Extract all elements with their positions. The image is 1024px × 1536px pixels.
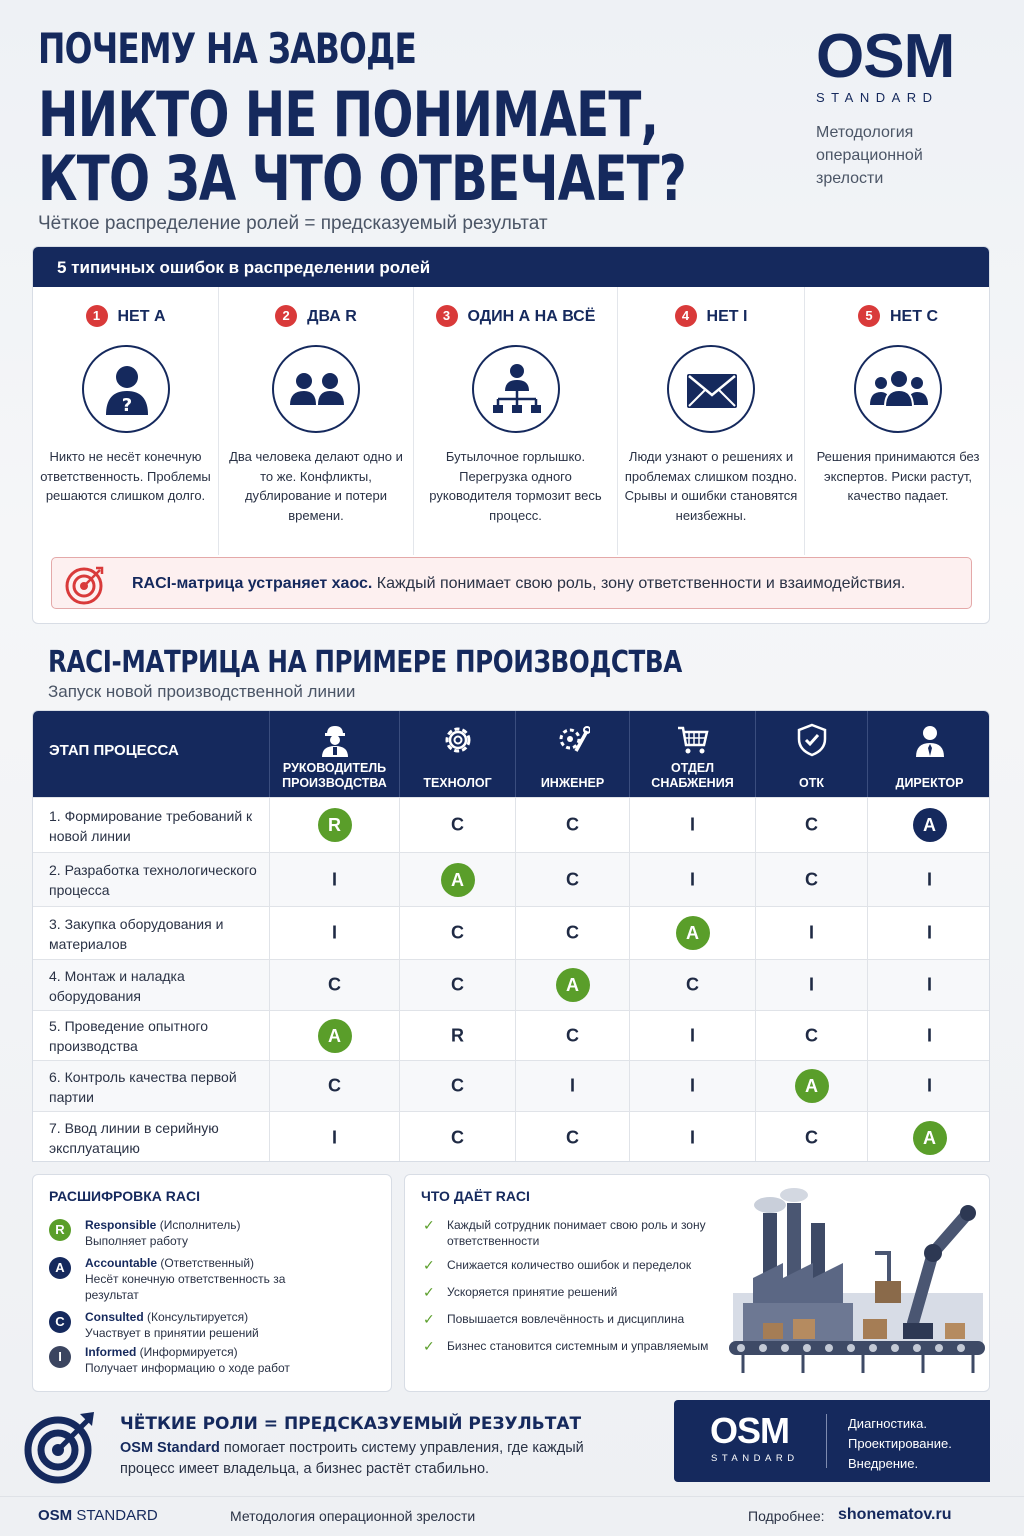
legend-letter: C	[49, 1311, 71, 1333]
col-header	[629, 711, 755, 797]
footer-service: Проектирование.	[848, 1436, 952, 1451]
table-row	[33, 852, 990, 906]
raci-cell	[629, 1112, 755, 1162]
mistake-text: Никто не несёт конечную ответственность. Проблемы решаются слишком долго.	[40, 449, 211, 503]
raci-value: I	[926, 869, 933, 889]
benefit-item: ✓ Бизнес становится системным и управляемым	[423, 1338, 709, 1354]
mistakes-heading: 5 типичных ошибок в распределении ролей	[33, 247, 989, 287]
raci-value: A	[913, 808, 947, 842]
raci-value: I	[331, 869, 338, 889]
table-row	[33, 1060, 990, 1111]
footer-description: OSM Standard помогает построить систему управления, где каждый процесс имеет владельца, а бизнес растёт стабильно.	[120, 1440, 584, 1477]
title-line-3: КТО ЗА ЧТО ОТВЕЧАЕТ?	[38, 142, 687, 215]
raci-cell	[269, 907, 399, 959]
stage-label: 2. Разработка технологического процесса	[49, 862, 257, 898]
raci-cell	[867, 853, 990, 906]
col-header	[867, 711, 990, 797]
raci-cell	[269, 1061, 399, 1111]
col-label: ИНЖЕНЕР	[540, 776, 605, 790]
legend-letter: R	[49, 1219, 71, 1241]
title-line-1: ПОЧЕМУ НА ЗАВОДЕ	[38, 24, 417, 73]
worker-icon	[318, 723, 352, 757]
raci-benefits	[404, 1174, 990, 1392]
raci-cell	[755, 853, 867, 906]
raci-cell	[755, 1011, 867, 1060]
raci-cell	[399, 907, 515, 959]
footer-title: ЧЁТКИЕ РОЛИ = ПРЕДСКАЗУЕМЫЙ РЕЗУЛЬТАТ	[120, 1414, 582, 1434]
shield-check-icon	[795, 723, 829, 757]
raci-value: I	[569, 1075, 576, 1096]
stage-label: 5. Проведение опытного производства	[49, 1018, 209, 1054]
raci-cell	[755, 1112, 867, 1162]
benefit-item: ✓ Каждый сотрудник понимает свою роль и зону ответственности	[423, 1217, 706, 1248]
raci-value: C	[451, 974, 464, 995]
raci-value: I	[689, 869, 696, 889]
table-row	[33, 1010, 990, 1060]
col-header	[755, 711, 867, 797]
raci-cell	[515, 1011, 629, 1060]
raci-cell	[867, 1061, 990, 1111]
target-icon	[64, 564, 106, 606]
mistake-card	[618, 287, 805, 555]
col-label: ДИРЕКТОР	[895, 776, 964, 790]
raci-cell	[399, 1011, 515, 1060]
raci-cell	[629, 960, 755, 1010]
mistake-number: 5	[858, 305, 880, 327]
raci-cell	[755, 960, 867, 1010]
raci-cell	[269, 798, 399, 852]
raci-cell	[755, 907, 867, 959]
envelope-icon	[667, 345, 755, 433]
svg-text:?: ?	[121, 395, 132, 416]
raci-value: A	[441, 863, 475, 897]
table-row	[33, 797, 990, 852]
col-label: ТЕХНОЛОГ	[423, 776, 492, 790]
raci-value: C	[566, 1127, 579, 1147]
raci-value: I	[331, 1127, 338, 1147]
raci-cell	[515, 853, 629, 906]
raci-value: C	[451, 922, 464, 943]
mistake-card	[33, 287, 219, 555]
benefit-item: ✓ Повышается вовлечённость и дисциплина	[423, 1311, 685, 1327]
raci-cell	[629, 853, 755, 906]
raci-cell	[755, 1061, 867, 1111]
col-label: ОТДЕЛ СНАБЖЕНИЯ	[651, 761, 734, 790]
raci-value: C	[686, 974, 699, 995]
hierarchy-icon	[472, 345, 560, 433]
raci-value: C	[451, 1075, 464, 1096]
raci-value: C	[566, 814, 579, 835]
logo-tagline: Методология операционной зрелости	[816, 124, 923, 187]
bottom-more-label: Подробнее:	[748, 1508, 825, 1524]
raci-value: I	[689, 814, 696, 835]
gear-icon	[441, 723, 475, 757]
col-header	[515, 711, 629, 797]
col-label: РУКОВОДИТЕЛЬ ПРОИЗВОДСТВА	[282, 761, 387, 790]
raci-value: C	[805, 869, 818, 889]
raci-value: C	[805, 814, 818, 835]
logo-sub: STANDARD	[816, 90, 939, 105]
raci-cell	[629, 1011, 755, 1060]
check-icon: ✓	[423, 1338, 435, 1354]
stage-label: 1. Формирование требований к новой линии	[49, 808, 253, 844]
raci-table	[32, 710, 990, 1162]
check-icon: ✓	[423, 1284, 435, 1300]
raci-value: C	[451, 814, 464, 835]
website-link[interactable]: shonematov.ru	[838, 1506, 952, 1523]
raci-value: I	[926, 974, 933, 995]
mistake-number: 2	[275, 305, 297, 327]
check-icon: ✓	[423, 1217, 435, 1233]
footer-logo-box	[674, 1400, 990, 1482]
footer-logo-sub: STANDARD	[711, 1453, 799, 1464]
matrix-subtitle: Запуск новой производственной линии	[48, 682, 356, 701]
legend-letter: A	[49, 1257, 71, 1279]
mistake-text: Бутылочное горлышко. Перегрузка одного руководителя тормозит весь процесс.	[429, 449, 602, 523]
mistake-title: НЕТ А	[117, 308, 166, 325]
footer-logo-name: OSM	[710, 1410, 790, 1451]
matrix-title: RACI-МАТРИЦА НА ПРИМЕРЕ ПРОИЗВОДСТВА	[48, 645, 682, 680]
logo-name: OSM	[816, 22, 955, 91]
table-row	[33, 959, 990, 1010]
stage-label: 7. Ввод линии в серийную эксплуатацию	[49, 1120, 219, 1156]
raci-cell	[867, 798, 990, 852]
raci-value: I	[808, 974, 815, 995]
raci-cell	[515, 1112, 629, 1162]
mistake-card	[414, 287, 618, 555]
raci-value: C	[805, 1127, 818, 1147]
raci-cell	[269, 853, 399, 906]
raci-cell	[629, 1061, 755, 1111]
raci-value: A	[795, 1069, 829, 1103]
raci-value: A	[676, 916, 710, 950]
mistake-text: Решения принимаются без экспертов. Риски растут, качество падает.	[816, 449, 980, 503]
raci-cell	[867, 1011, 990, 1060]
stage-label: 3. Закупка оборудования и материалов	[49, 916, 224, 952]
bottom-brand: OSM STANDARD	[38, 1507, 158, 1524]
raci-value: C	[805, 1025, 818, 1045]
raci-value: R	[451, 1025, 464, 1045]
table-row	[33, 906, 990, 959]
raci-value: C	[451, 1127, 464, 1147]
mistake-title: НЕТ С	[890, 308, 938, 325]
raci-value: I	[926, 922, 933, 943]
raci-value: A	[318, 1019, 352, 1053]
raci-cell	[269, 1011, 399, 1060]
raci-note-banner	[51, 557, 972, 609]
raci-legend: РАСШИФРОВКА RACI R Responsible (Исполнитель) Выполняет работу A Accountable (Ответственный) Несёт конечную ответственность за результат C Consulted (Консультируется) Участвует в принятии решений I Informed (Информируется) Получает информацию о ходе работ	[32, 1174, 392, 1392]
mistake-text: Люди узнают о решениях и проблемах слишком поздно. Срывы и ошибки становятся неизбежны.	[624, 449, 798, 523]
factory-illustration	[723, 1183, 989, 1389]
benefits-title: ЧТО ДАЁТ RACI	[421, 1188, 530, 1204]
title-subtitle: Чёткое распределение ролей = предсказуемый результат	[38, 213, 548, 234]
col-header	[399, 711, 515, 797]
check-icon: ✓	[423, 1311, 435, 1327]
two-people-icon	[272, 345, 360, 433]
bottom-methodology: Методология операционной зрелости	[230, 1508, 476, 1524]
stage-label: 6. Контроль качества первой партии	[49, 1069, 237, 1105]
raci-cell	[515, 960, 629, 1010]
raci-note-bold: RACI-матрица устраняет хаос.	[132, 575, 373, 592]
legend-title: РАСШИФРОВКА RACI	[49, 1188, 200, 1204]
raci-value: A	[913, 1121, 947, 1155]
stage-header: ЭТАП ПРОЦЕССА	[49, 742, 179, 759]
raci-value: C	[566, 869, 579, 889]
group-icon	[854, 345, 942, 433]
mistake-text: Два человека делают одно и то же. Конфликты, дублирование и потери времени.	[229, 449, 403, 523]
wrench-gear-icon	[556, 723, 590, 757]
raci-cell	[867, 1112, 990, 1162]
raci-cell	[515, 798, 629, 852]
raci-cell	[269, 960, 399, 1010]
mistake-number: 4	[675, 305, 697, 327]
col-label: ОТК	[799, 776, 824, 790]
raci-value: C	[328, 974, 341, 995]
table-row	[33, 1111, 990, 1162]
raci-value: I	[926, 1075, 933, 1096]
raci-value: R	[318, 808, 352, 842]
col-header	[269, 711, 399, 797]
raci-value: A	[556, 968, 590, 1002]
mistake-title: ДВА R	[307, 308, 357, 325]
mistake-title: ОДИН А НА ВСЁ	[467, 308, 596, 325]
raci-value: I	[689, 1075, 696, 1096]
raci-value: I	[689, 1127, 696, 1147]
raci-cell	[399, 798, 515, 852]
raci-value: I	[331, 922, 338, 943]
raci-value: C	[328, 1075, 341, 1096]
raci-value: I	[689, 1025, 696, 1045]
cart-icon	[676, 723, 710, 757]
raci-cell	[399, 960, 515, 1010]
title-line-2: НИКТО НЕ ПОНИМАЕТ,	[38, 78, 659, 151]
mistake-card	[219, 287, 414, 555]
check-icon: ✓	[423, 1257, 435, 1273]
osm-logo	[816, 22, 986, 190]
target-logo-icon	[22, 1408, 102, 1484]
mistakes-panel	[32, 246, 990, 624]
unknown-person-icon	[82, 345, 170, 433]
table-header	[33, 711, 990, 797]
raci-value: C	[566, 1025, 579, 1045]
raci-cell	[515, 907, 629, 959]
raci-cell	[269, 1112, 399, 1162]
raci-value: I	[808, 922, 815, 943]
mistake-title: НЕТ I	[706, 308, 748, 325]
raci-cell	[399, 853, 515, 906]
raci-value: C	[566, 922, 579, 943]
raci-cell	[399, 1061, 515, 1111]
raci-cell	[629, 907, 755, 959]
mistake-card	[805, 287, 990, 555]
footer-service: Внедрение.	[848, 1456, 919, 1471]
raci-cell	[515, 1061, 629, 1111]
stage-label: 4. Монтаж и наладка оборудования	[49, 968, 185, 1004]
mistake-number: 1	[86, 305, 108, 327]
raci-value: I	[926, 1025, 933, 1045]
benefit-item: ✓ Снижается количество ошибок и переделок	[423, 1257, 692, 1273]
mistake-number: 3	[436, 305, 458, 327]
raci-cell	[755, 798, 867, 852]
raci-note-text: Каждый понимает свою роль, зону ответственности и взаимодействия.	[372, 575, 906, 592]
raci-cell	[867, 907, 990, 959]
legend-letter: I	[49, 1346, 71, 1368]
benefit-item: ✓ Ускоряется принятие решений	[423, 1284, 618, 1300]
raci-cell	[629, 798, 755, 852]
bottom-bar	[0, 1496, 1024, 1536]
raci-cell	[399, 1112, 515, 1162]
footer-service: Диагностика.	[848, 1416, 927, 1431]
director-icon	[913, 723, 947, 757]
raci-cell	[867, 960, 990, 1010]
